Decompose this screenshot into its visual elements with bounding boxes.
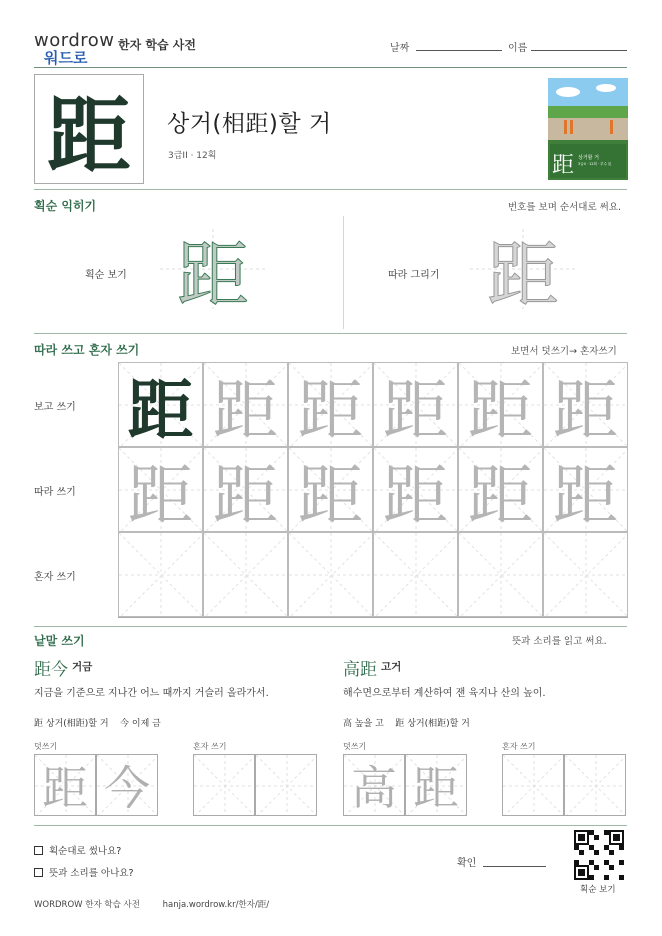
trace-char: 距: [486, 233, 559, 317]
practice-char: 距: [467, 372, 534, 447]
divider: [34, 333, 627, 334]
word1-free-label: 혼자 쓰기: [193, 742, 227, 751]
word2-gloss: [343, 716, 470, 729]
word-free-cell[interactable]: [193, 754, 255, 816]
word2-trace-label: 덧쓰기: [343, 742, 367, 751]
logo-text: wordrow: [34, 30, 115, 51]
word1-gloss: [34, 716, 161, 729]
word-trace-cell[interactable]: [96, 754, 158, 816]
word-trace-char: 高: [351, 761, 397, 815]
practice-cell[interactable]: [458, 362, 543, 447]
practice-char: 距: [297, 457, 364, 532]
divider: [34, 626, 627, 627]
word-trace-cell[interactable]: [343, 754, 405, 816]
word-trace-char: 今: [104, 761, 150, 815]
cover-hanja: 距: [552, 153, 575, 178]
word1-trace-label: 덧쓰기: [34, 742, 58, 751]
practice-cell[interactable]: [373, 447, 458, 532]
date-label: 날짜: [390, 43, 410, 54]
row-label-view: 보고 쓰기: [34, 402, 76, 413]
check-item-stroke[interactable]: [34, 843, 121, 857]
practice-cell[interactable]: [458, 447, 543, 532]
practice-cell[interactable]: [288, 447, 373, 532]
word-trace-char: 距: [413, 761, 459, 815]
gloss-char: 距: [395, 719, 405, 729]
practice-char: 距: [127, 371, 194, 447]
practice-char: 距: [297, 372, 364, 447]
stroke-order-diagram: [160, 229, 266, 317]
cover-title: 상거할 거: [578, 155, 599, 161]
practice-char: 距: [127, 457, 194, 532]
stroke-section-note: 번호를 보며 순서대로 써요.: [508, 202, 622, 213]
gloss-char: 今: [120, 719, 130, 729]
gloss-text: 높을 고: [354, 719, 384, 729]
stroke-order-char: 距: [176, 233, 249, 317]
practice-cell[interactable]: [458, 532, 543, 617]
confirm-line[interactable]: [483, 866, 546, 867]
check-label: 뜻과 소리를 아나요?: [49, 868, 134, 879]
footer: [34, 898, 269, 910]
practice-cell[interactable]: [543, 362, 628, 447]
divider: [34, 189, 627, 190]
practice-char: 距: [467, 457, 534, 532]
word-trace-char: 距: [42, 761, 88, 815]
practice-cell[interactable]: [203, 447, 288, 532]
practice-cell[interactable]: [373, 532, 458, 617]
practice-section-title: 따라 쓰고 혼자 쓰기: [34, 343, 140, 357]
practice-section-note: 보면서 덧쓰기→ 혼자쓰기: [511, 346, 617, 357]
practice-cell[interactable]: [373, 362, 458, 447]
practice-cell[interactable]: [118, 532, 203, 617]
confirm-label: 확인: [457, 858, 477, 869]
gloss-text: 상거(相距)할 거: [407, 719, 470, 729]
qr-label: 획순 보기: [580, 885, 616, 895]
trace-diagram[interactable]: [470, 229, 576, 317]
word-free-cell[interactable]: [255, 754, 317, 816]
words-section-title: 낱말 쓰기: [34, 634, 85, 648]
practice-char: 距: [212, 372, 279, 447]
word-free-cell[interactable]: [502, 754, 564, 816]
cover-subtitle: 3급II · 12획 · 부수 足: [578, 162, 612, 166]
word-trace-cell[interactable]: [405, 754, 467, 816]
gloss-text: 이제 금: [131, 719, 161, 729]
stroke-section-title: 획순 익히기: [34, 199, 97, 213]
name-line[interactable]: [531, 50, 627, 51]
practice-cell[interactable]: [118, 447, 203, 532]
practice-cell[interactable]: [203, 362, 288, 447]
gloss-char: 距: [34, 719, 44, 729]
hanja-info: 3급II · 12획: [168, 151, 217, 161]
word1-hanja: 距今: [34, 660, 68, 680]
word2-hanja: 高距: [343, 660, 377, 680]
word-free-cell[interactable]: [564, 754, 626, 816]
word1-reading: 거금: [72, 661, 93, 673]
practice-cell[interactable]: [543, 532, 628, 617]
row-label-free: 혼자 쓰기: [34, 572, 76, 583]
logo: [34, 30, 114, 66]
checkbox[interactable]: [34, 846, 43, 855]
footer-brand: WORDROW 한자 학습 사전: [34, 900, 140, 910]
word2-definition: 해수면으로부터 계산하여 잰 육지나 산의 높이.: [343, 688, 546, 699]
check-label: 획순대로 썼나요?: [49, 846, 122, 857]
word2-free-label: 혼자 쓰기: [502, 742, 536, 751]
practice-char: 距: [212, 457, 279, 532]
word-trace-cell[interactable]: [34, 754, 96, 816]
date-line[interactable]: [416, 50, 502, 51]
word1-definition: 지금을 기준으로 지나간 어느 때까지 거슬러 올라가서.: [34, 688, 269, 699]
practice-char: 距: [382, 372, 449, 447]
site-title: 한자 학습 사전: [118, 38, 196, 52]
vertical-divider: [343, 216, 344, 329]
words-section-note: 뜻과 소리를 읽고 써요.: [512, 636, 607, 647]
word2-reading: 고거: [381, 661, 402, 673]
gloss-char: 高: [343, 719, 353, 729]
practice-char: 距: [552, 372, 619, 447]
qr-code[interactable]: [574, 830, 624, 880]
check-item-meaning[interactable]: [34, 865, 134, 879]
practice-cell[interactable]: [118, 362, 203, 447]
practice-cell[interactable]: [288, 362, 373, 447]
practice-char: 距: [552, 457, 619, 532]
hanja-title: 상거(相距)할 거: [167, 111, 332, 137]
book-cover-image: [548, 78, 628, 180]
name-label: 이름: [508, 43, 528, 54]
main-hanja: 距: [34, 74, 144, 184]
practice-cell[interactable]: [203, 532, 288, 617]
practice-cell[interactable]: [543, 447, 628, 532]
logo-korean: 워드로: [44, 49, 88, 67]
gloss-text: 상거(相距)할 거: [45, 719, 109, 729]
footer-url[interactable]: hanja.wordrow.kr/한자/距/: [162, 900, 270, 910]
practice-char: 距: [382, 457, 449, 532]
divider: [34, 825, 627, 826]
stroke-view-label: 획순 보기: [85, 270, 127, 281]
row-label-trace: 따라 쓰기: [34, 487, 76, 498]
practice-cell[interactable]: [288, 532, 373, 617]
checkbox[interactable]: [34, 868, 43, 877]
trace-label: 따라 그리기: [388, 270, 440, 281]
